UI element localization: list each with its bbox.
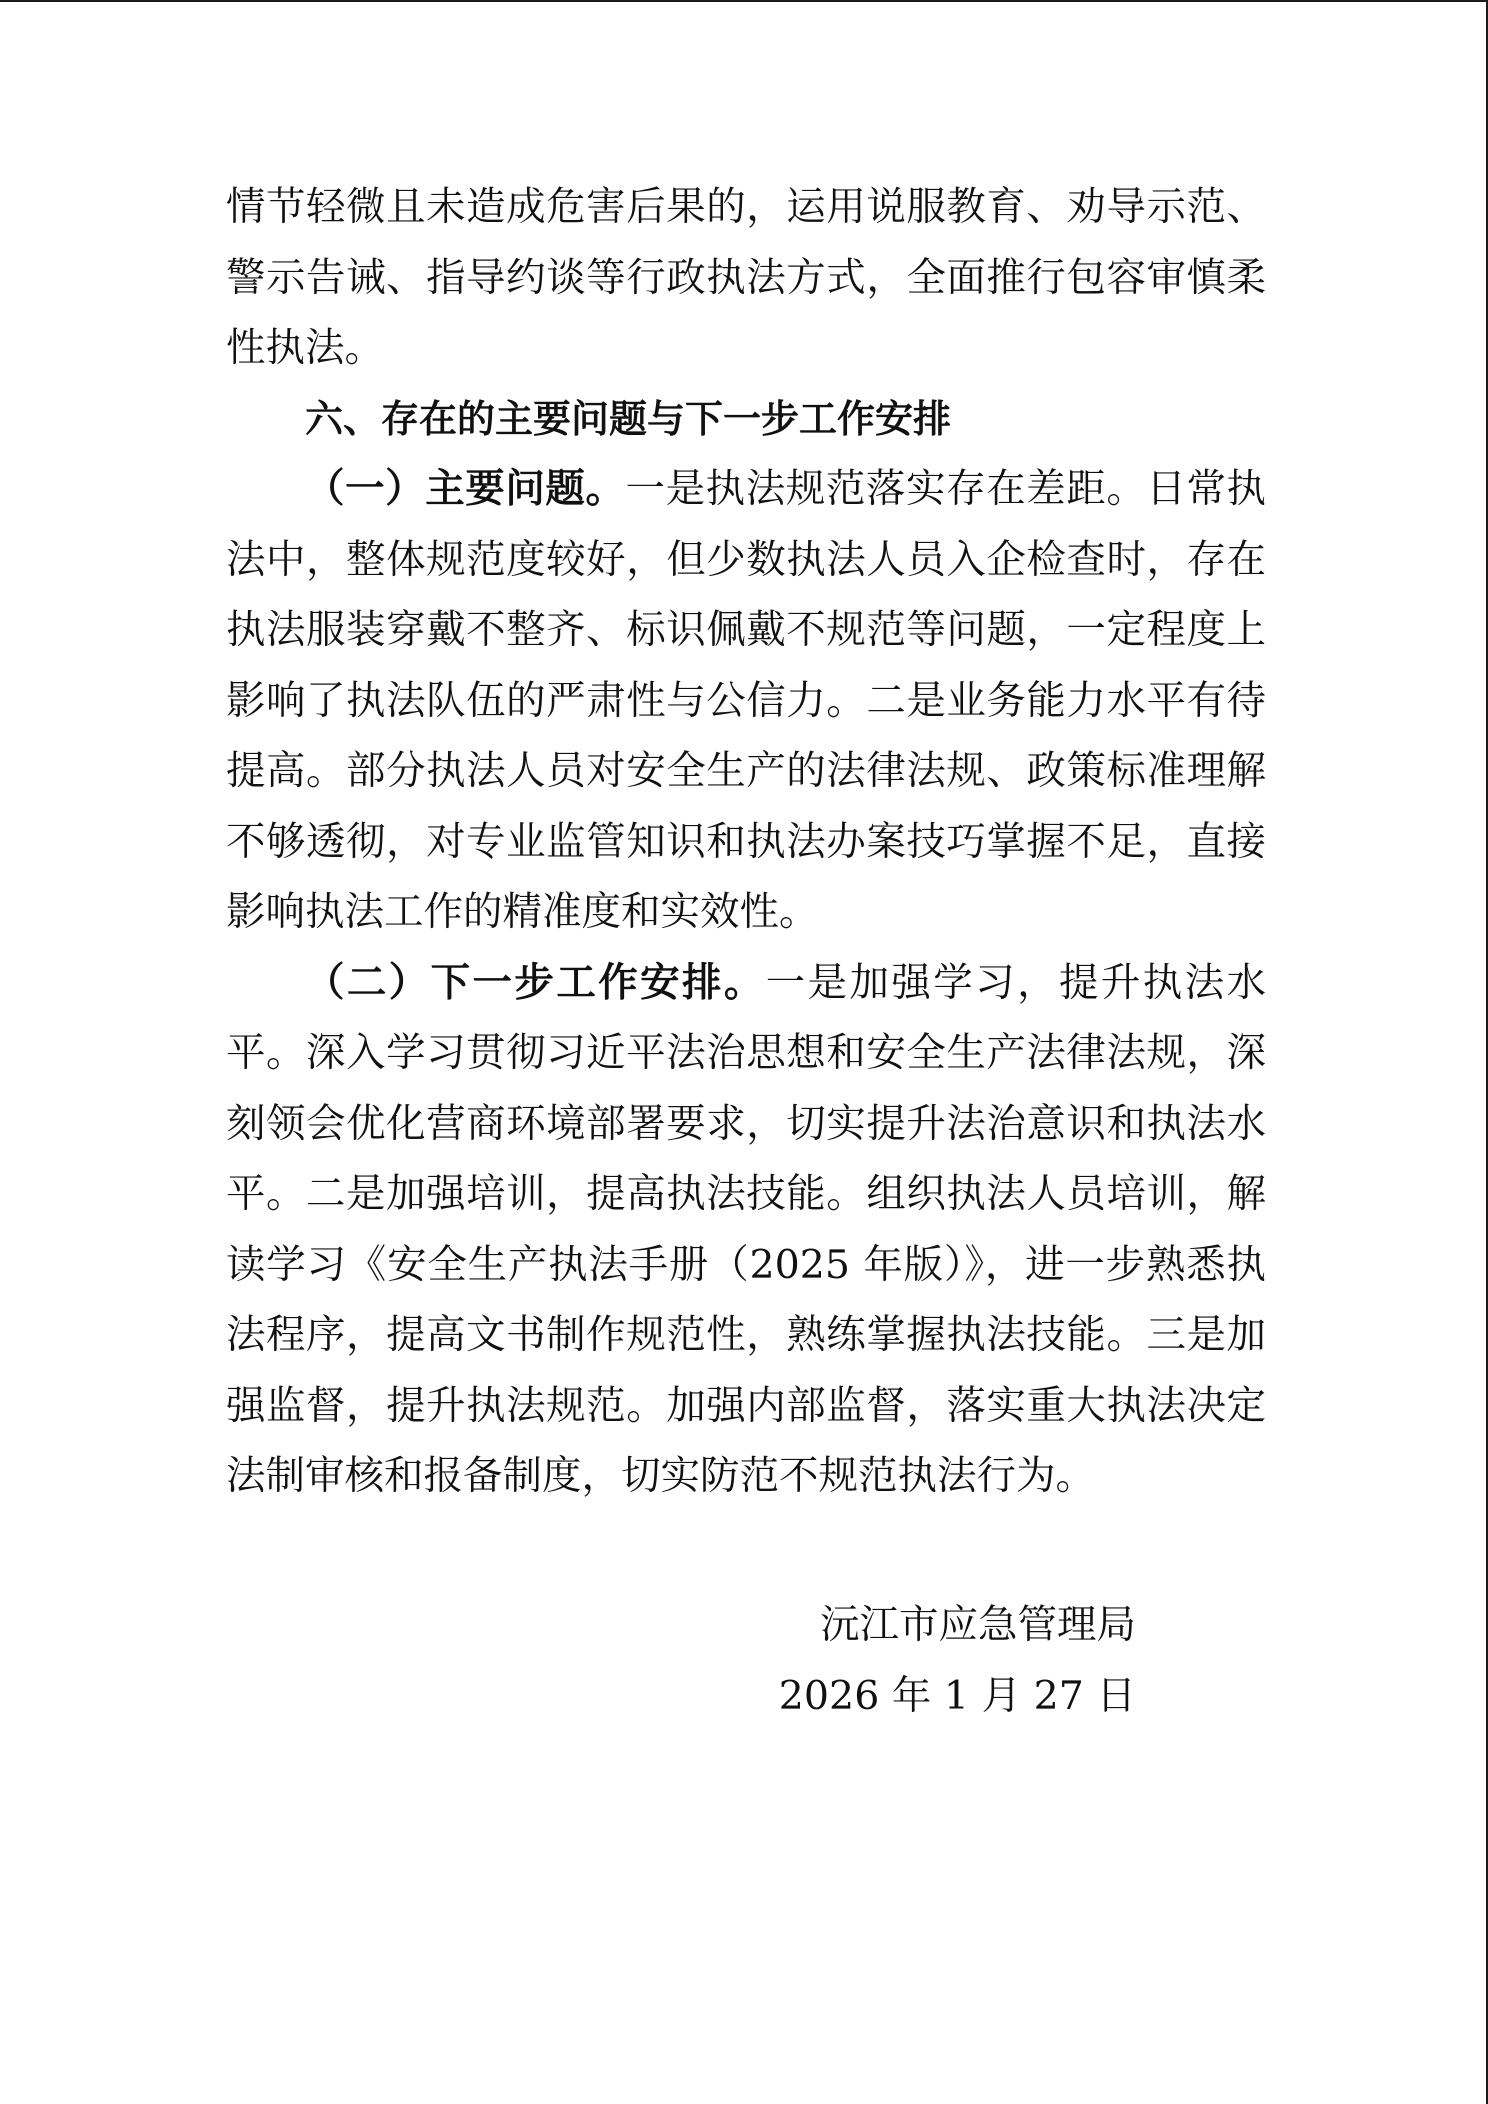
sub-section-one [226, 454, 1266, 948]
sub-two-text: 一是加强学习，提升执法水平。深入学习贯彻习近平法治思想和安全生产法律法规，深刻领会优化营商环境部署要求，切实提升法治意识和执法水平。二是加强培训，提高执法技能。组织执法人员培训，解读学习《安全生产执法手册（2025 年版）》，进一步熟悉执法程序，提高文书制作规范性，熟练掌握执法技能。三是加强监督，提升执法规范。加强内部监督，落实重大执法决定法制审核和报备制度，切实防范不规范执法行为。 [226, 959, 1267, 1499]
sub-one-heading: （一）主要问题。 [305, 466, 626, 512]
signature-organization: 沅江市应急管理局 [820, 1602, 1136, 1648]
section-heading [226, 384, 1266, 455]
sub-one-text: 一是执法规范落实存在差距。日常执法中，整体规范度较好，但少数执法人员入企检查时，存在执法服装穿戴不整齐、标识佩戴不规范等问题，一定程度上影响了执法队伍的严肃性与公信力。二是业务能力水平有待提高。部分执法人员对安全生产的法律法规、政策标准理解不够透彻，对专业监管知识和执法办案技巧掌握不足，直接影响执法工作的精准度和实效性。 [226, 466, 1267, 935]
section-six-heading: 六、存在的主要问题与下一步工作安排 [305, 396, 952, 441]
sub-two-heading: （二）下一步工作安排。 [305, 959, 766, 1006]
document-body [226, 172, 1266, 1512]
signature-date: 2026 年 1 月 27 日 [778, 1672, 1136, 1719]
intro-paragraph: 情节轻微且未造成危害后果的，运用说服教育、劝导示范、警示告诫、指导约谈等行政执法方式，全面推行包容审慎柔性执法。 [226, 184, 1266, 371]
signature-block [779, 1590, 1136, 1731]
sub-section-two [226, 948, 1266, 1512]
